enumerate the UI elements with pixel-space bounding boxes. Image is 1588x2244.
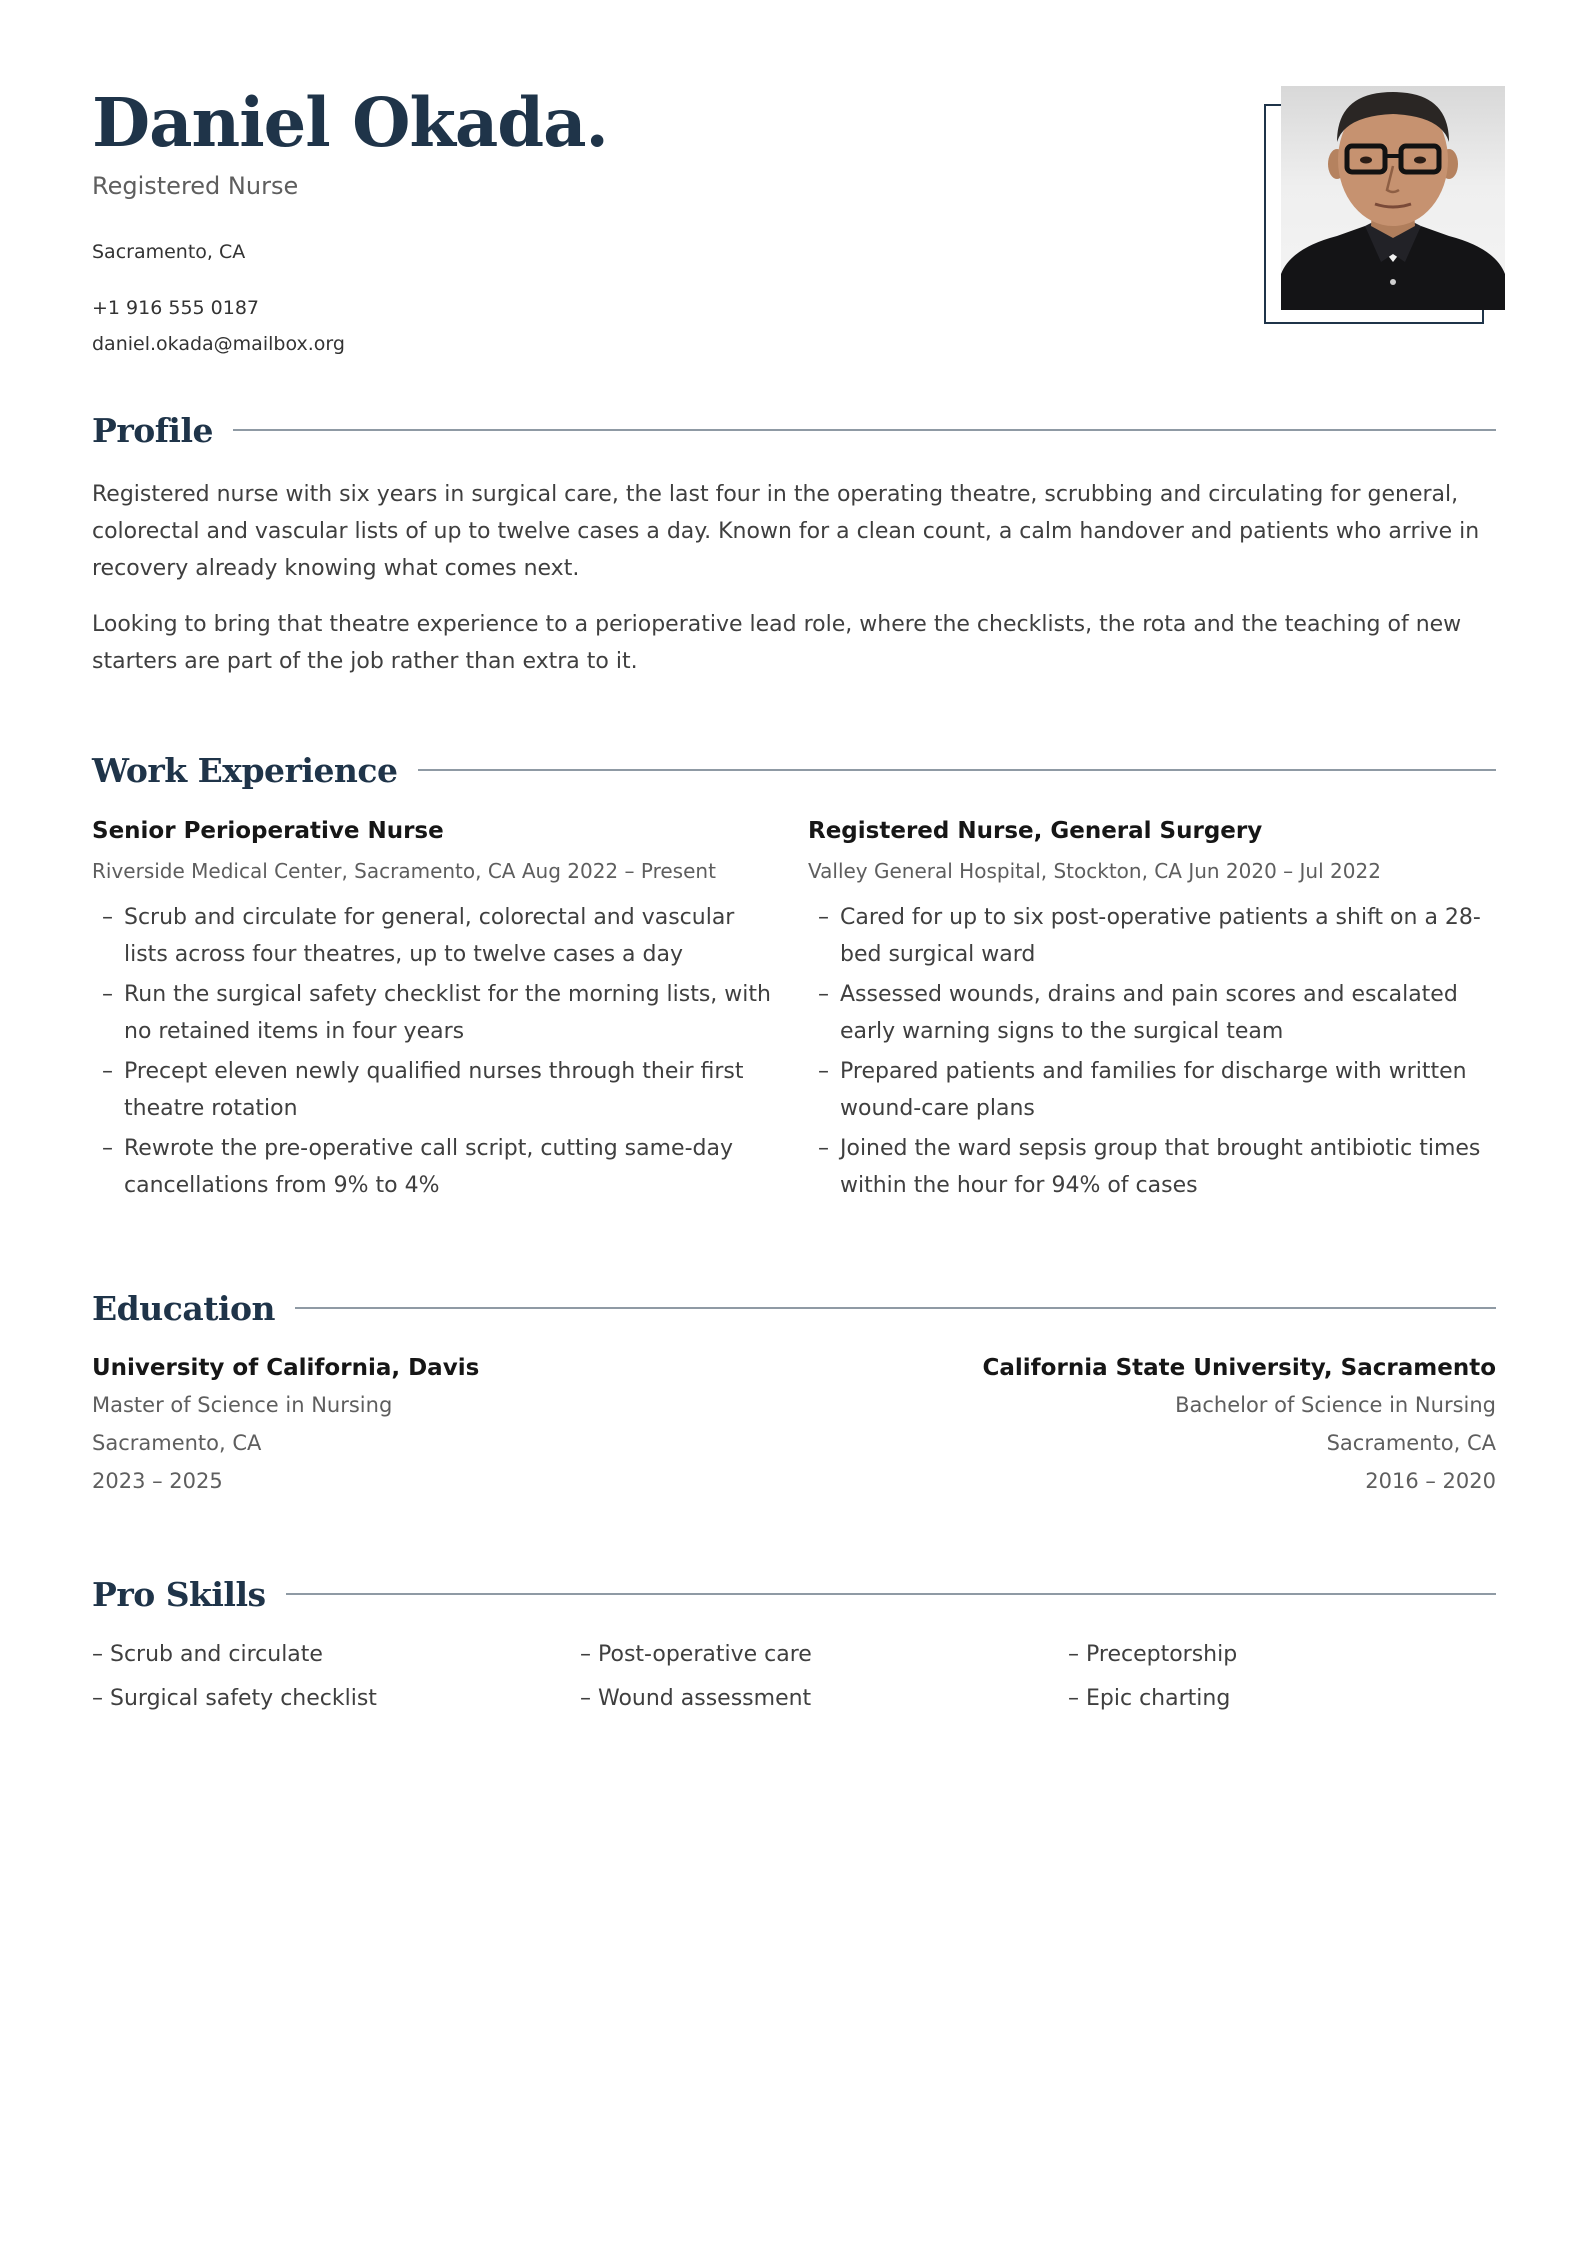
profile-paragraph: Registered nurse with six years in surgical care, the last four in the operating theatre, scrubbing and circulating for general, colorectal and vascular lists of up to twelve cases a day. Known for a clean count, a calm handover and patients who arrive in recovery already knowing what comes next. bbox=[92, 482, 1480, 581]
section-divider bbox=[295, 1307, 1496, 1309]
job-bullet: – Joined the ward sepsis group that brought antibiotic times within the hour for 94% of cases bbox=[808, 1131, 1498, 1204]
skills-grid bbox=[92, 1636, 1552, 1718]
portrait-illustration bbox=[1281, 86, 1505, 310]
skill-item: – Preceptorship bbox=[1068, 1636, 1556, 1674]
job-bullet: – Prepared patients and families for discharge with written wound-care plans bbox=[808, 1054, 1498, 1127]
job-bullet: – Scrub and circulate for general, colorectal and vascular lists across four theatres, up to twelve cases a day bbox=[92, 900, 782, 973]
section-title-work: Work Experience bbox=[92, 750, 398, 790]
job-bullet: – Rewrote the pre-operative call script, cutting same-day cancellations from 9% to 4% bbox=[92, 1131, 782, 1204]
edu-location: Sacramento, CA bbox=[1326, 1431, 1496, 1455]
education-entry bbox=[796, 1350, 1496, 1500]
skill-item: – Epic charting bbox=[1068, 1680, 1556, 1718]
work-section-heading bbox=[92, 746, 1496, 794]
job-title: Senior Perioperative Nurse bbox=[92, 818, 444, 844]
edu-dates: 2023 – 2025 bbox=[92, 1469, 223, 1493]
job-bullets bbox=[808, 900, 1498, 1204]
skill-item: – Post-operative care bbox=[580, 1636, 1068, 1674]
skill-item: – Wound assessment bbox=[580, 1680, 1068, 1718]
job-entry bbox=[808, 812, 1498, 1208]
job-bullets bbox=[92, 900, 782, 1204]
section-divider bbox=[418, 769, 1496, 771]
job-meta: Riverside Medical Center, Sacramento, CA Aug 2022 – Present bbox=[92, 859, 716, 883]
education-section-heading bbox=[92, 1284, 1496, 1332]
job-bullet: – Run the surgical safety checklist for the morning lists, with no retained items in four years bbox=[92, 977, 782, 1050]
edu-degree: Bachelor of Science in Nursing bbox=[1175, 1393, 1496, 1417]
edu-degree: Master of Science in Nursing bbox=[92, 1393, 393, 1417]
job-bullet: – Cared for up to six post-operative patients a shift on a 28-bed surgical ward bbox=[808, 900, 1498, 973]
job-bullet: – Assessed wounds, drains and pain scores and escalated early warning signs to the surgical team bbox=[808, 977, 1498, 1050]
edu-dates: 2016 – 2020 bbox=[1365, 1469, 1496, 1493]
contact-email: daniel.okada@mailbox.org bbox=[92, 333, 345, 355]
edu-school: California State University, Sacramento bbox=[982, 1355, 1496, 1381]
skills-section-heading bbox=[92, 1570, 1496, 1618]
candidate-role: Registered Nurse bbox=[92, 172, 299, 200]
contact-location: Sacramento, CA bbox=[92, 241, 246, 263]
profile-photo bbox=[1281, 86, 1505, 310]
skill-item: – Scrub and circulate bbox=[92, 1636, 580, 1674]
job-bullet: – Precept eleven newly qualified nurses through their first theatre rotation bbox=[92, 1054, 782, 1127]
candidate-name: Daniel Okada. bbox=[92, 83, 608, 162]
contact-phone: +1 916 555 0187 bbox=[92, 297, 260, 319]
edu-school: University of California, Davis bbox=[92, 1355, 480, 1381]
job-entry bbox=[92, 812, 782, 1208]
job-title: Registered Nurse, General Surgery bbox=[808, 818, 1263, 844]
section-title-profile: Profile bbox=[92, 410, 213, 450]
profile-section-heading bbox=[92, 406, 1496, 454]
education-entry bbox=[92, 1350, 792, 1500]
section-title-skills: Pro Skills bbox=[92, 1574, 266, 1614]
profile-paragraph: Looking to bring that theatre experience to a perioperative lead role, where the checklists, the rota and the teaching of new starters are part of the job rather than extra to it. bbox=[92, 612, 1462, 674]
section-divider bbox=[233, 429, 1496, 431]
edu-location: Sacramento, CA bbox=[92, 1431, 262, 1455]
job-meta: Valley General Hospital, Stockton, CA Jun 2020 – Jul 2022 bbox=[808, 859, 1381, 883]
section-divider bbox=[286, 1593, 1496, 1595]
section-title-education: Education bbox=[92, 1288, 275, 1328]
skill-item: – Surgical safety checklist bbox=[92, 1680, 580, 1718]
